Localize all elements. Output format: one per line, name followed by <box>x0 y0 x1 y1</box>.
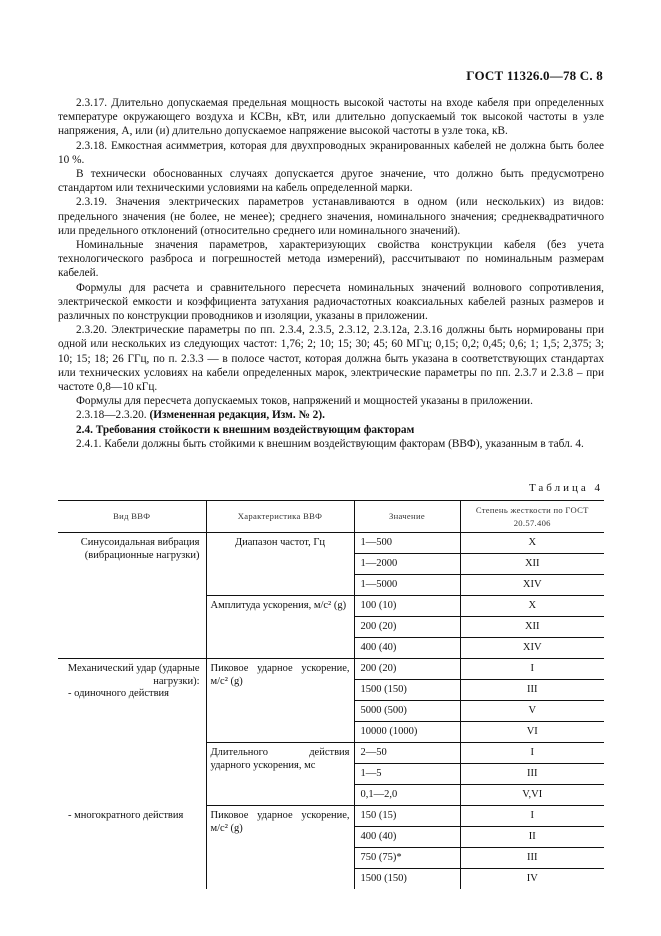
value-cell: 2—50 <box>354 743 460 764</box>
paragraph: Формулы для расчета и сравнительного пересчета номинальных значений волнового сопротивления, электрической емкости и коэффициента затухания радиочастотных коаксиальных кабелей разных размеров и различных по конструкции проводников и изоляции, указаны в приложении. <box>58 281 604 323</box>
duration-char-cell: Длительного действия ударного ускорения, мс <box>206 743 354 806</box>
value-cell: 1—5000 <box>354 575 460 596</box>
amendment-bold: (Измененная редакция, Изм. № 2). <box>149 409 325 422</box>
amendment-note <box>58 408 604 422</box>
value-cell: 1—2000 <box>354 554 460 575</box>
degree-cell: XII <box>460 617 604 638</box>
shock-type-cell: Механический удар (ударные нагрузки): - одиночного действия <box>58 659 206 806</box>
table-caption: Таблица 4 <box>528 482 603 494</box>
value-cell: 400 (40) <box>354 638 460 659</box>
degree-cell: V,VI <box>460 785 604 806</box>
degree-cell: III <box>460 764 604 785</box>
degree-cell: X <box>460 596 604 617</box>
column-header: Степень жесткости по ГОСТ 20.57.406 <box>460 501 604 533</box>
value-cell: 400 (40) <box>354 827 460 848</box>
value-cell: 200 (20) <box>354 659 460 680</box>
amendment-prefix: 2.3.18—2.3.20. <box>76 409 150 422</box>
degree-cell: XII <box>460 554 604 575</box>
paragraph: Номинальные значения параметров, характеризующих свойства конструкции кабеля (без учета технологического разброса и погрешностей метода измерений), рассчитывают по номинальным размерам кабелей. <box>58 239 604 280</box>
value-cell: 750 (75)* <box>354 848 460 869</box>
degree-cell: I <box>460 743 604 764</box>
degree-cell: I <box>460 806 604 827</box>
degree-cell: I <box>460 659 604 680</box>
freq-char-cell: Диапазон частот, Гц <box>206 533 354 596</box>
value-cell: 10000 (1000) <box>354 722 460 743</box>
document-body <box>58 96 604 451</box>
paragraph: 2.4.1. Кабели должны быть стойкими к внешним воздействующим факторам (ВВФ), указанным в табл. 4. <box>76 437 584 450</box>
table-header-row <box>58 501 604 533</box>
vibration-type-cell: Синусоидальная вибрация (вибрационные нагрузки) <box>80 537 200 561</box>
degree-cell: IV <box>460 869 604 890</box>
mpeak-char-cell: Пиковое ударное ускорение, м/с² (g) <box>206 806 354 890</box>
paragraph: Формулы для пересчета допускаемых токов, напряжений и мощностей указаны в приложении. <box>76 395 533 408</box>
degree-cell: X <box>460 533 604 554</box>
value-cell: 200 (20) <box>354 617 460 638</box>
paragraph: 2.3.20. Электрические параметры по пп. 2.3.4, 2.3.5, 2.3.12, 2.3.12а, 2.3.16 должны быть нормированы при одной или нескольких из следующих частот: 1,76; 2; 10; 15; 30; 45; 60 МГц; 0,15; 0,2; 0,45; 0,6; 1; 1,5; 2,375; 3; 10; 15; 18; 26 ГГц, по п. 2.3.3 — в полосе частот, которая должна быть указана в соответствующих стандартах или технических условиях на кабели определенных марок, электрические параметры по пп. 2.3.7 и 2.3.8 – при частоте 0,8—10 кГц. <box>58 324 604 394</box>
table-row <box>58 806 604 827</box>
section-heading: 2.4. Требования стойкости к внешним воздействующим факторам <box>76 423 415 436</box>
degree-cell: III <box>460 680 604 701</box>
shock-multiple-cell: - многократного действия <box>68 809 184 821</box>
degree-cell: VI <box>460 722 604 743</box>
column-header: Значение <box>354 501 460 533</box>
peak-char-cell: Пиковое ударное ускорение, м/с² (g) <box>206 659 354 743</box>
paragraph: 2.3.17. Длительно допускаемая предельная мощность высокой частоты на входе кабеля при определенных температуре окружающего воздуха и КСВн, кВт, или длительно допускаемый ток высокой частоты в узле напряжения, А, или (и) длительно допускаемое напряжение высокой частоты в узле тока, кВ. <box>58 97 604 138</box>
value-cell: 1500 (150) <box>354 869 460 890</box>
acc-char-cell: Амплитуда ускорения, м/с² (g) <box>206 596 354 659</box>
degree-cell: II <box>460 827 604 848</box>
value-cell: 100 (10) <box>354 596 460 617</box>
degree-cell: XIV <box>460 638 604 659</box>
degree-cell: V <box>460 701 604 722</box>
value-cell: 0,1—2,0 <box>354 785 460 806</box>
paragraph: В технически обоснованных случаях допускается другое значение, что должно быть предусмотрено стандартом или техническими условиями на кабель определенной марки. <box>58 168 604 195</box>
column-header: Характеристика ВВФ <box>206 501 354 533</box>
value-cell: 1—5 <box>354 764 460 785</box>
value-cell: 1—500 <box>354 533 460 554</box>
column-header: Вид ВВФ <box>58 501 206 533</box>
degree-cell: III <box>460 848 604 869</box>
value-cell: 150 (15) <box>354 806 460 827</box>
table-row <box>58 659 604 680</box>
paragraph: 2.3.19. Значения электрических параметров устанавливаются в одном (или нескольких) из видов: предельного значения (не более, не менее); среднего значения, номинального значения; среднеквадратичного или предельного отклонений (относительно среднего или номинального значений). <box>58 196 604 237</box>
degree-cell: XIV <box>460 575 604 596</box>
table-4 <box>58 500 604 889</box>
value-cell: 5000 (500) <box>354 701 460 722</box>
value-cell: 1500 (150) <box>354 680 460 701</box>
page-header: ГОСТ 11326.0—78 С. 8 <box>466 68 603 83</box>
paragraph: 2.3.18. Емкостная асимметрия, которая для двухпроводных экранированных кабелей не должна быть более 10 %. <box>58 139 604 166</box>
table-row <box>58 533 604 554</box>
